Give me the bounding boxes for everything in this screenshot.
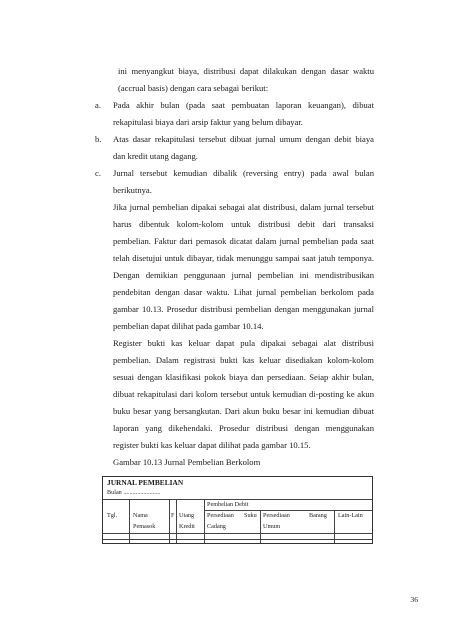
body-line: harus dibentuk kolom-kolom untuk distribusi debit dari transaksi [113, 219, 374, 229]
table-rule [204, 510, 372, 511]
col-f: F [171, 512, 175, 519]
body-line: gambar 10.13. Prosedur distribusi pembelian dengan menggunakan jurnal [113, 304, 374, 314]
col-suku-2: Suku [244, 512, 257, 519]
list-b-line-1: Atas dasar rekapitulasi tersebut dibuat jurnal umum dengan debit biaya [113, 134, 374, 144]
col-barang-3: Umum [263, 523, 281, 530]
table-rule [260, 510, 261, 543]
figure-caption: Gambar 10.13 Jurnal Pembelian Berkolom [113, 457, 261, 467]
col-utang-2: Kredit [179, 523, 195, 530]
table-title: JURNAL PEMBELIAN [107, 478, 184, 487]
col-nama-1: Nama [133, 512, 148, 519]
table-rule [103, 533, 372, 534]
body-line: laporan yang dikehendaki. Prosedur distribusi dengan menggunakan [113, 423, 374, 433]
list-c-line-2: berikutnya. [113, 185, 152, 195]
body-line: Jika jurnal pembelian dipakai sebagai alat distribusi, dalam jurnal tersebut [113, 202, 374, 212]
col-nama-2: Pemasok [133, 523, 156, 530]
body-line: pembelian. Faktur dari pemasok dicatat dalam jurnal pembelian pada saat [113, 236, 374, 246]
group-header-pembelian-debit: Pembelian Debit [207, 501, 249, 508]
table-rule [334, 510, 335, 543]
body-line: pembelian dapat dilihat pada gambar 10.14. [113, 321, 264, 331]
table-rule [103, 499, 372, 500]
page-number: 36 [410, 595, 418, 604]
col-tgl: Tgl. [107, 512, 118, 519]
list-label-b: b. [95, 134, 102, 144]
col-barang-1: Persediaan [263, 512, 290, 519]
list-b-line-2: dan kredit utang dagang. [113, 151, 198, 161]
body-line: Dengan demikian penggunaan jurnal pembelian ini mendistribusikan [113, 270, 374, 280]
body-line: pembelian. Dalam registrasi bukti kas keluar disediakan kolom-kolom [113, 355, 374, 365]
list-label-a: a. [95, 100, 101, 110]
list-label-c: c. [95, 168, 101, 178]
intro-line-2: (accrual basis) dengan cara sebagai berikut: [118, 83, 269, 93]
body-line: pendebitan dengan dasar waktu. Lihat jurnal pembelian berkolom pada [113, 287, 374, 297]
col-barang-2: Barang [309, 512, 327, 519]
list-a-line-1: Pada akhir bulan (pada saat pembuatan laporan keuangan), dibuat [113, 100, 374, 110]
col-utang-1: Utang [179, 512, 195, 519]
body-line: sesuai dengan klasifikasi pokok biaya dan persediaan. Seiap akhir bulan, [113, 372, 374, 382]
col-suku-1: Persediaan [207, 512, 234, 519]
body-line: dibuat rekapitulasi dari kolom tersebut untuk kemudian di-posting ke akun [113, 389, 374, 399]
table-rule [129, 499, 130, 543]
list-c-line-1: Jurnal tersebut kemudian dibalik (reversing entry) pada awal bulan [113, 168, 374, 178]
col-suku-3: Cadang [207, 523, 226, 530]
jurnal-pembelian-table [102, 476, 373, 544]
table-bulan: Bulan ........................ [107, 489, 161, 496]
list-a-line-2: rekapitulasi biaya dari arsip faktur yang belum dibayar. [113, 117, 303, 127]
table-rule [103, 539, 372, 540]
intro-line-1: ini menyangkut biaya, distribusi dapat dilakukan dengan dasar waktu [118, 66, 374, 76]
table-rule [169, 499, 170, 543]
table-rule [204, 499, 205, 543]
body-line: buku besar yang bersangkutan. Dari akun buku besar ini kemudian dibuat [113, 406, 374, 416]
body-line: register bukti kas keluar dapat dilihat pada gambar 10.15. [113, 440, 311, 450]
body-line: Register bukti kas keluar dapat pula dipakai sebagai alat distribusi [113, 338, 374, 348]
body-line: telah disetujui untuk dibayar, tidak menunggu sampai saat jatuh temponya. [113, 253, 374, 263]
table-rule [176, 499, 177, 543]
col-lain-lain: Lain-Lain [338, 512, 363, 519]
